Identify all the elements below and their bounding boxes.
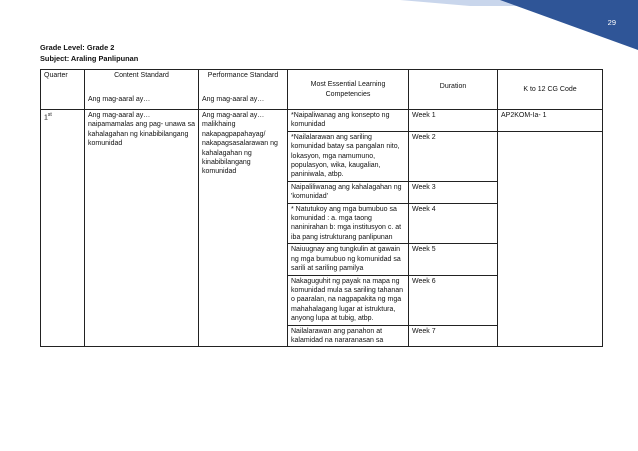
header-code: K to 12 CG Code bbox=[498, 70, 603, 110]
header-performance-standard bbox=[199, 70, 288, 110]
duration-cell: Week 6 bbox=[409, 275, 498, 325]
header-quarter: Quarter bbox=[41, 70, 85, 110]
content-standard-cell: Ang mag-aaral ay… naipamamalas ang pag- unawa sa kahalagahan ng kinabibilangang komunidad bbox=[85, 110, 199, 347]
table-row bbox=[41, 110, 603, 132]
competency-cell: * Natutukoy ang mga bumubuo sa komunidad : a. mga taong naninirahan b: mga institusyon c. at iba pang istrukturang panlipunan bbox=[288, 203, 409, 244]
header-duration: Duration bbox=[409, 70, 498, 110]
duration-cell: Week 4 bbox=[409, 203, 498, 244]
performance-standard-cell: Ang mag-aaral ay… malikhaing nakapagpapahayag/ nakapagsasalarawan ng kahalagahan ng kinabibilangang komunidad bbox=[199, 110, 288, 347]
competency-cell: Nailalarawan ang panahon at kalamidad na nararanasan sa bbox=[288, 325, 409, 347]
quarter-value: 1 bbox=[44, 114, 48, 122]
table-header-row bbox=[41, 70, 603, 110]
duration-cell: Week 5 bbox=[409, 244, 498, 275]
duration-cell: Week 3 bbox=[409, 181, 498, 203]
quarter-cell bbox=[41, 110, 85, 347]
header-content-sub: Ang mag-aaral ay… bbox=[88, 96, 151, 104]
header-content-standard bbox=[85, 70, 199, 110]
duration-cell: Week 7 bbox=[409, 325, 498, 347]
duration-cell: Week 1 bbox=[409, 110, 498, 132]
quarter-suffix: st bbox=[47, 112, 52, 118]
header-melc: Most Essential Learning Competencies bbox=[288, 70, 409, 110]
ribbon-dark-band bbox=[500, 0, 638, 50]
subject: Subject: Araling Panlipunan bbox=[40, 54, 139, 63]
page-number: 29 bbox=[607, 18, 616, 27]
competency-cell: *Nailalarawan ang sariling komunidad batay sa pangalan nito, lokasyon, mga namumuno, populasyon, wika, kaugalian, paniniwala, atbp. bbox=[288, 131, 409, 181]
document-meta bbox=[40, 42, 138, 64]
header-content-standard-label: Content Standard bbox=[114, 72, 169, 79]
competency-cell: *Naipaliwanag ang konsepto ng komunidad bbox=[288, 110, 409, 132]
grade-level: Grade Level: Grade 2 bbox=[40, 43, 115, 52]
competency-cell: Naipaliliwanag ang kahalagahan ng 'komunidad' bbox=[288, 181, 409, 203]
duration-cell: Week 2 bbox=[409, 131, 498, 181]
code-cell: AP2KOM-Ia- 1 bbox=[498, 110, 603, 132]
header-performance-sub: Ang mag-aaral ay… bbox=[202, 96, 265, 104]
curriculum-table bbox=[40, 69, 603, 347]
header-performance-standard-label: Performance Standard bbox=[207, 72, 279, 79]
competency-cell: Naiuugnay ang tungkulin at gawain ng mga bumubuo ng komunidad sa sarili at sariling pamilya bbox=[288, 244, 409, 275]
code-cell bbox=[498, 131, 603, 347]
competency-cell: Nakaguguhit ng payak na mapa ng komunidad mula sa sariling tahanan o paaralan, na nagpapakita ng mga mahahalagang lugar at istruktura, anyong lupa at tubig, atbp. bbox=[288, 275, 409, 325]
